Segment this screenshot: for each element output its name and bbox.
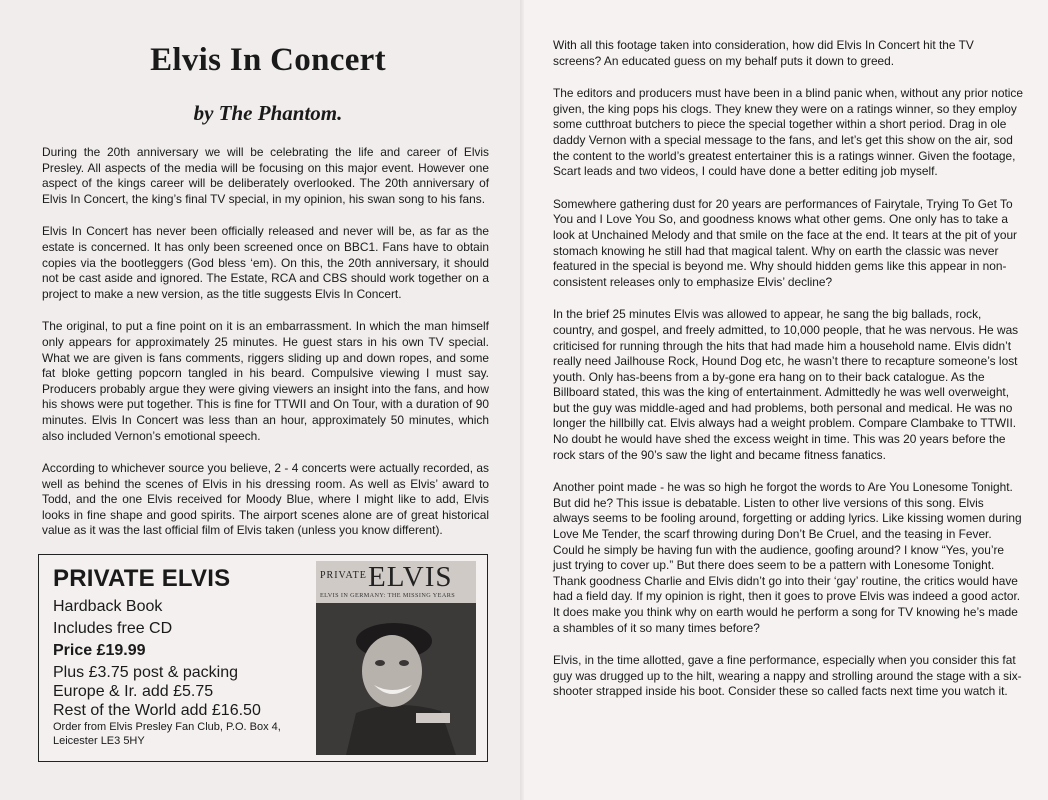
paragraph: Elvis In Concert has never been officially released and never will be, as far as the estate is concerned. It has only been screened once on BBC1. Fans have to obtain copies via the bootleggers (God bless ‘em). On this, the 20th anniversary, it should not be cast aside and ignored. The Estate, RCA and CBS should work together on a project to make a new version, as the title suggests Elvis In Concert. — [42, 224, 489, 301]
cover-subtitle: ELVIS IN GERMANY: THE MISSING YEARS — [320, 592, 456, 599]
cover-photo — [316, 603, 476, 755]
paragraph: Somewhere gathering dust for 20 years are performances of Fairytale, Trying To Get To You and I Love You So, and goodness knows what other gems. One only has to take a look at Unchained Melody and that smile on the face at the end. It tears at the pit of your stomach knowing he still had that magical talent. Why on earth the classic was never featured in the special is beyond me. Why should hidden gems like this appear in non-consistent releases only to emphasize Elvis’ decline? — [553, 196, 1018, 289]
paragraph: Elvis, in the time allotted, gave a fine performance, especially when you consider this fat guy was drugged up to the hilt, wearing a nappy and strolling around the stage with a six-shooter strapped inside his boot. Consider these so called facts next time you watch it. — [553, 653, 1022, 699]
left-column — [42, 145, 489, 556]
cover-title-band — [316, 561, 476, 603]
advert-title: PRIVATE ELVIS — [53, 565, 231, 592]
paragraph: The editors and producers must have been in a blind panic when, without any prior notice given, the king pops his clogs. They knew they were on a ratings winner, so they employ some cutthroat butchers to piece the special together within a short period. Drag in ole daddy Vernon with a special message to the fans, and let’s get this show on the air, sod the content to the world’s greatest entertainer this is a ratings winner. Given the footage, Scart leads and two videos, I could have done a better editing job myself. — [553, 86, 1023, 179]
advert-order-address: Order from Elvis Presley Fan Club, P.O. Box 4, Leicester LE3 5HY — [53, 721, 281, 747]
article-byline: by The Phantom. — [193, 101, 343, 125]
right-column — [553, 38, 1023, 717]
article-title: Elvis In Concert — [150, 42, 386, 78]
elvis-portrait-icon — [316, 603, 476, 755]
cover-private-text: PRIVATE — [320, 570, 367, 581]
paragraph: According to whichever source you believe, 2 - 4 concerts were actually recorded, as well as behind the scenes of Elvis in his dressing room. As well as Elvis’ award to Todd, and the one Elvis received for Moody Blue, where I might like to add, Elvis looks in fine shape and good spirits. The airport scenes alone are of great historical value as it was the last official film of Elvis taken (unless you know different). — [42, 461, 489, 538]
paragraph: With all this footage taken into consideration, how did Elvis In Concert hit the TV screens? An educated guess on my behalf puts it down to greed. — [553, 38, 974, 68]
right-page — [524, 0, 1048, 800]
book-cover-image — [316, 561, 476, 755]
paragraph: Another point made - he was so high he forgot the words to Are You Lonesome Tonight. But did he? This issue is debatable. Listen to other live versions of this song. Elvis always seems to be fooling around, forgetting or adding lyrics. Like kissing women during Love Me Tender, the scarf throwing during Don’t Be Cruel, and the teasing in Fever. Could he simply be having fun with the audience, goofing around? I know “Yes, you’re just trying to cover up.” But there does seem to be a pattern with Lonesome Tonight. Thank goodness Charlie and Elvis didn’t go into their ‘gay’ routine, the critics would have had a field day. If my opinion is right, then it goes to prove Elvis was indeed a good actor. It does make you think why on earth would he perform a song for TV knowing he’s made a shambles of it so many times before? — [553, 480, 1022, 635]
paragraph: During the 20th anniversary we will be celebrating the life and career of Elvis Presley. All aspects of the media will be focusing on this major event. However one aspect of the kings career will be deliberately overlooked. The 20th anniversary of Elvis In Concert, the king’s final TV special, in my opinion, his swan song to his fans. — [42, 145, 489, 206]
advert-europe: Europe & Ir. add £5.75 — [53, 683, 214, 700]
advert-extra: Includes free CD — [53, 620, 173, 637]
advert-postage: Plus £3.75 post & packing — [53, 664, 239, 681]
paragraph: In the brief 25 minutes Elvis was allowed to appear, he sang the big ballads, rock, country, and gospel, and freely admitted, to 10,000 people, that he was nervous. He was criticised for running through the hits that had made him a household name. Elvis didn’t really need Jailhouse Rock, Hound Dog etc, he wasn’t there to recapture someone’s lost youth. Only has-beens from a by-gone era hang on to their back catalogue. As the Billboard stated, this was the king of entertainment. Admittedly he was well overweight, but the guy was middle-aged and had problems, both personal and medical. He was no longer the hillbilly cat. Elvis always had a weight problem. Compare Clambake to TTWII. No doubt he would have shed the excess weight in time. This was 20 years before the rock stars of the 90’s saw the light and became fitness fanatics. — [553, 307, 1019, 462]
advert-price: Price £19.99 — [53, 642, 146, 659]
paragraph: The original, to put a fine point on it is an embarrassment. In which the man himself only appears for approximately 25 minutes. He guest stars in his own TV special. What we are given is fans comments, riggers sliding up and down ropes, and some fat bloke getting popcorn tangled in his beard. Compulsive viewing I must say. Producers probably argue they were giving viewers an insight into the fans, and how his shows were put together. This is fine for TTWII and On Tour, with a duration of 90 minutes. Elvis In Concert was less than an hour, approximately 50 minutes, which also included Vernon’s emotional speech. — [42, 319, 489, 443]
advert-format: Hardback Book — [53, 598, 163, 615]
advert-world: Rest of the World add £16.50 — [53, 702, 261, 719]
cover-elvis-text: ELVIS — [368, 561, 453, 593]
book-advert — [38, 554, 488, 762]
